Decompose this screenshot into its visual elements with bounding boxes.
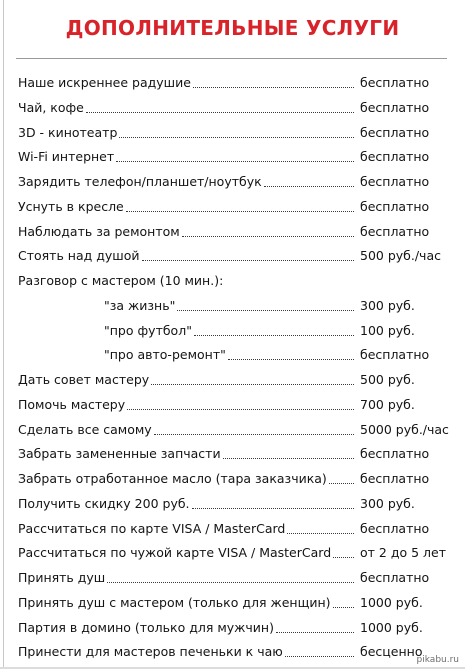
service-label: 3D - кинотеатр [18, 123, 117, 143]
service-label: "про авто-ремонт" [104, 345, 226, 365]
dot-leader [333, 607, 354, 608]
service-label: Wi-Fi интернет [18, 147, 114, 167]
service-row [0, 543, 465, 563]
service-price: бесплатно [360, 520, 430, 536]
service-price: бесплатно [360, 75, 430, 90]
service-price: 300 руб. [360, 495, 415, 511]
service-price: бесплатно [360, 223, 430, 239]
service-label: Уснуть в кресле [18, 197, 124, 217]
service-label: Принести для мастеров печеньки к чаю [18, 642, 283, 662]
dot-leader [329, 483, 354, 484]
service-label: Зарядить телефон/планшет/ноутбук [18, 172, 262, 192]
dot-leader [142, 260, 354, 261]
service-group-label: Разговор с мастером (10 мин.): [18, 271, 223, 291]
service-row [0, 420, 465, 440]
service-row [0, 494, 465, 514]
service-price: 500 руб. [360, 372, 415, 387]
service-row [0, 296, 465, 316]
dot-leader [192, 508, 354, 509]
service-label: Забрать отработанное масло (тара заказчика) [18, 469, 327, 489]
service-label: Наблюдать за ремонтом [18, 222, 180, 242]
service-label: Принять душ с мастером (только для женщин) [18, 593, 331, 613]
service-label: Принять душ [18, 568, 105, 588]
dot-leader [127, 409, 354, 410]
service-price: бесплатно [360, 198, 430, 214]
service-row [0, 172, 465, 192]
service-price: бесплатно [360, 471, 430, 486]
service-price: бесплатно [360, 149, 430, 165]
service-label: Наше искреннее радушие [18, 73, 191, 93]
service-row [0, 73, 465, 93]
title-divider [16, 58, 447, 59]
service-price: бесплатно [360, 174, 430, 189]
service-row [0, 642, 465, 662]
service-row [0, 469, 465, 489]
dot-leader [193, 87, 354, 88]
service-row [0, 519, 465, 539]
dot-leader [276, 632, 354, 633]
service-row [0, 123, 465, 143]
service-row [0, 271, 465, 291]
watermark: pikabu.ru [416, 655, 459, 665]
service-row [0, 370, 465, 390]
service-row [0, 345, 465, 365]
service-price: 300 руб. [360, 297, 415, 313]
dot-leader [223, 458, 354, 459]
service-row [0, 444, 465, 464]
service-price: 100 руб. [360, 322, 415, 338]
service-price: 1000 руб. [360, 619, 423, 635]
service-row [0, 321, 465, 341]
service-price: бесплатно [360, 124, 430, 140]
service-row [0, 222, 465, 242]
dot-leader [194, 335, 354, 336]
service-label: "про футбол" [104, 321, 192, 341]
service-row [0, 246, 465, 266]
service-label: Чай, кофе [18, 98, 84, 118]
service-label: Получить скидку 200 руб. [18, 494, 190, 514]
service-row [0, 98, 465, 118]
dot-leader [285, 656, 354, 657]
service-label: Рассчитаться по чужой карте VISA / MasterCard [18, 543, 331, 563]
service-row [0, 593, 465, 613]
dot-leader [182, 236, 354, 237]
service-row [0, 568, 465, 588]
dot-leader [264, 186, 354, 187]
service-label: Стоять над душой [18, 246, 140, 266]
service-price: 500 руб./час [360, 248, 441, 264]
service-price: бесплатно [360, 446, 430, 462]
dot-leader [107, 582, 354, 583]
service-price: бесплатно [360, 99, 430, 115]
dot-leader [119, 137, 354, 138]
service-price: от 2 до 5 лет [360, 545, 446, 561]
service-price: 5000 руб./час [360, 421, 449, 437]
dot-leader [154, 434, 354, 435]
service-row [0, 197, 465, 217]
service-price: бесплатно [360, 347, 430, 363]
service-label: Партия в домино (только для мужчин) [18, 618, 274, 638]
service-label: Забрать замененные запчасти [18, 444, 221, 464]
page-title: ДОПОЛНИТЕЛЬНЫЕ УСЛУГИ [65, 16, 400, 40]
dot-leader [126, 211, 354, 212]
dot-leader [151, 384, 354, 385]
service-label: Рассчитаться по карте VISA / MasterCard [18, 519, 285, 539]
dot-leader [333, 557, 354, 558]
service-row [0, 618, 465, 638]
service-price: бесплатно [360, 570, 430, 585]
service-price: 1000 руб. [360, 594, 423, 610]
service-row [0, 147, 465, 167]
service-label: Дать совет мастеру [18, 370, 149, 390]
dot-leader [177, 310, 354, 311]
dot-leader [228, 359, 354, 360]
service-price: бесценно [360, 644, 423, 660]
dot-leader [287, 533, 354, 534]
dot-leader [86, 112, 354, 113]
service-price: 700 руб. [360, 396, 415, 412]
service-label: Сделать все самому [18, 420, 152, 440]
service-row [0, 395, 465, 415]
service-label: Помочь мастеру [18, 395, 125, 415]
dot-leader [116, 161, 354, 162]
service-label: "за жизнь" [104, 296, 175, 316]
